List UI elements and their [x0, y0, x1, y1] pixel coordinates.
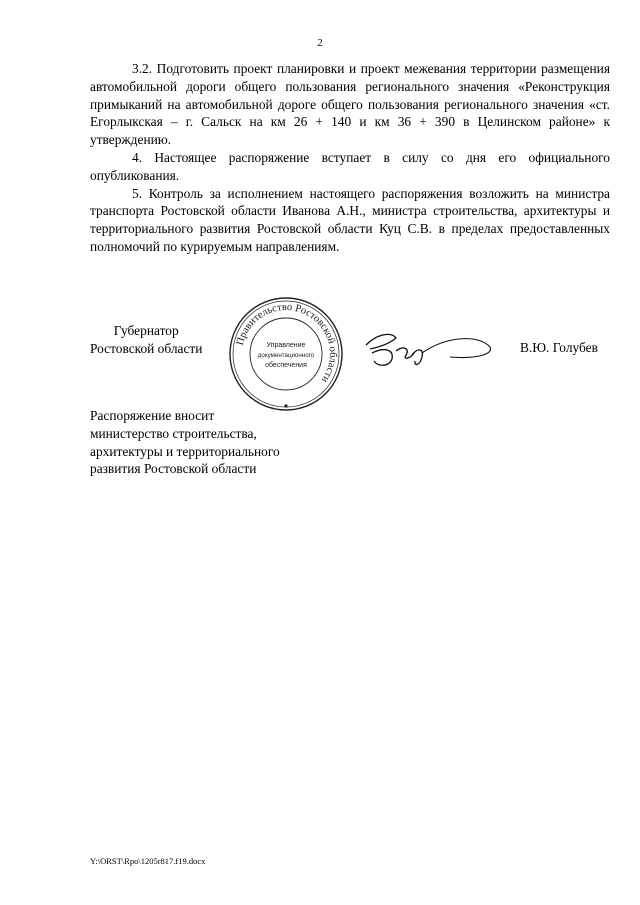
- file-path-footer: Y:\ORST\Rpo\1205r817.f19.docx: [90, 856, 206, 866]
- official-seal-stamp: [228, 296, 344, 412]
- note-line-4: развития Ростовской области: [90, 461, 257, 477]
- note-line-1: Распоряжение вносит: [90, 408, 215, 423]
- signatory-title-line2: Ростовской области: [90, 340, 203, 356]
- document-body: [90, 60, 610, 256]
- seal-center-line1: Управление: [266, 342, 306, 349]
- handwritten-signature: [362, 325, 497, 371]
- signatory-name: В.Ю. Голубев: [520, 340, 598, 355]
- seal-ring-text: Правительство Ростовской области: [234, 301, 339, 385]
- note-line-3: архитектуры и территориального: [90, 443, 280, 459]
- seal-center-line2: документационного: [257, 352, 315, 359]
- signatory-title-line1: Губернатор: [113, 323, 179, 338]
- paragraph-5: 5. Контроль за исполнением настоящего распоряжения возложить на министра транспорта Ростовской области Иванова А.Н., министра строительства, архитектуры и территориального развития Ростовской области Куц С.В. в пределах предоставленных полномочий по курируемым направлениям.: [90, 185, 610, 254]
- note-line-2: министерство строительства,: [90, 425, 257, 441]
- signatory-title: [90, 322, 202, 358]
- paragraph-4: 4. Настоящее распоряжение вступает в силу со дня его официального опубликования.: [90, 149, 610, 183]
- seal-center-line3: обеспечения: [265, 362, 307, 369]
- page-number: 2: [317, 37, 323, 49]
- paragraph-3-2: 3.2. Подготовить проект планировки и проект межевания территории размещения автомобильной дороги общего пользования регионального значения «Реконструкция примыканий на автомобильной дороге общего пользования регионального значения «ст. Егорлыкская – г. Сальск на км 26 + 140 и км 36 + 390 в Целинском районе» к утверждению.: [90, 61, 610, 148]
- submitted-by-note: [90, 407, 280, 478]
